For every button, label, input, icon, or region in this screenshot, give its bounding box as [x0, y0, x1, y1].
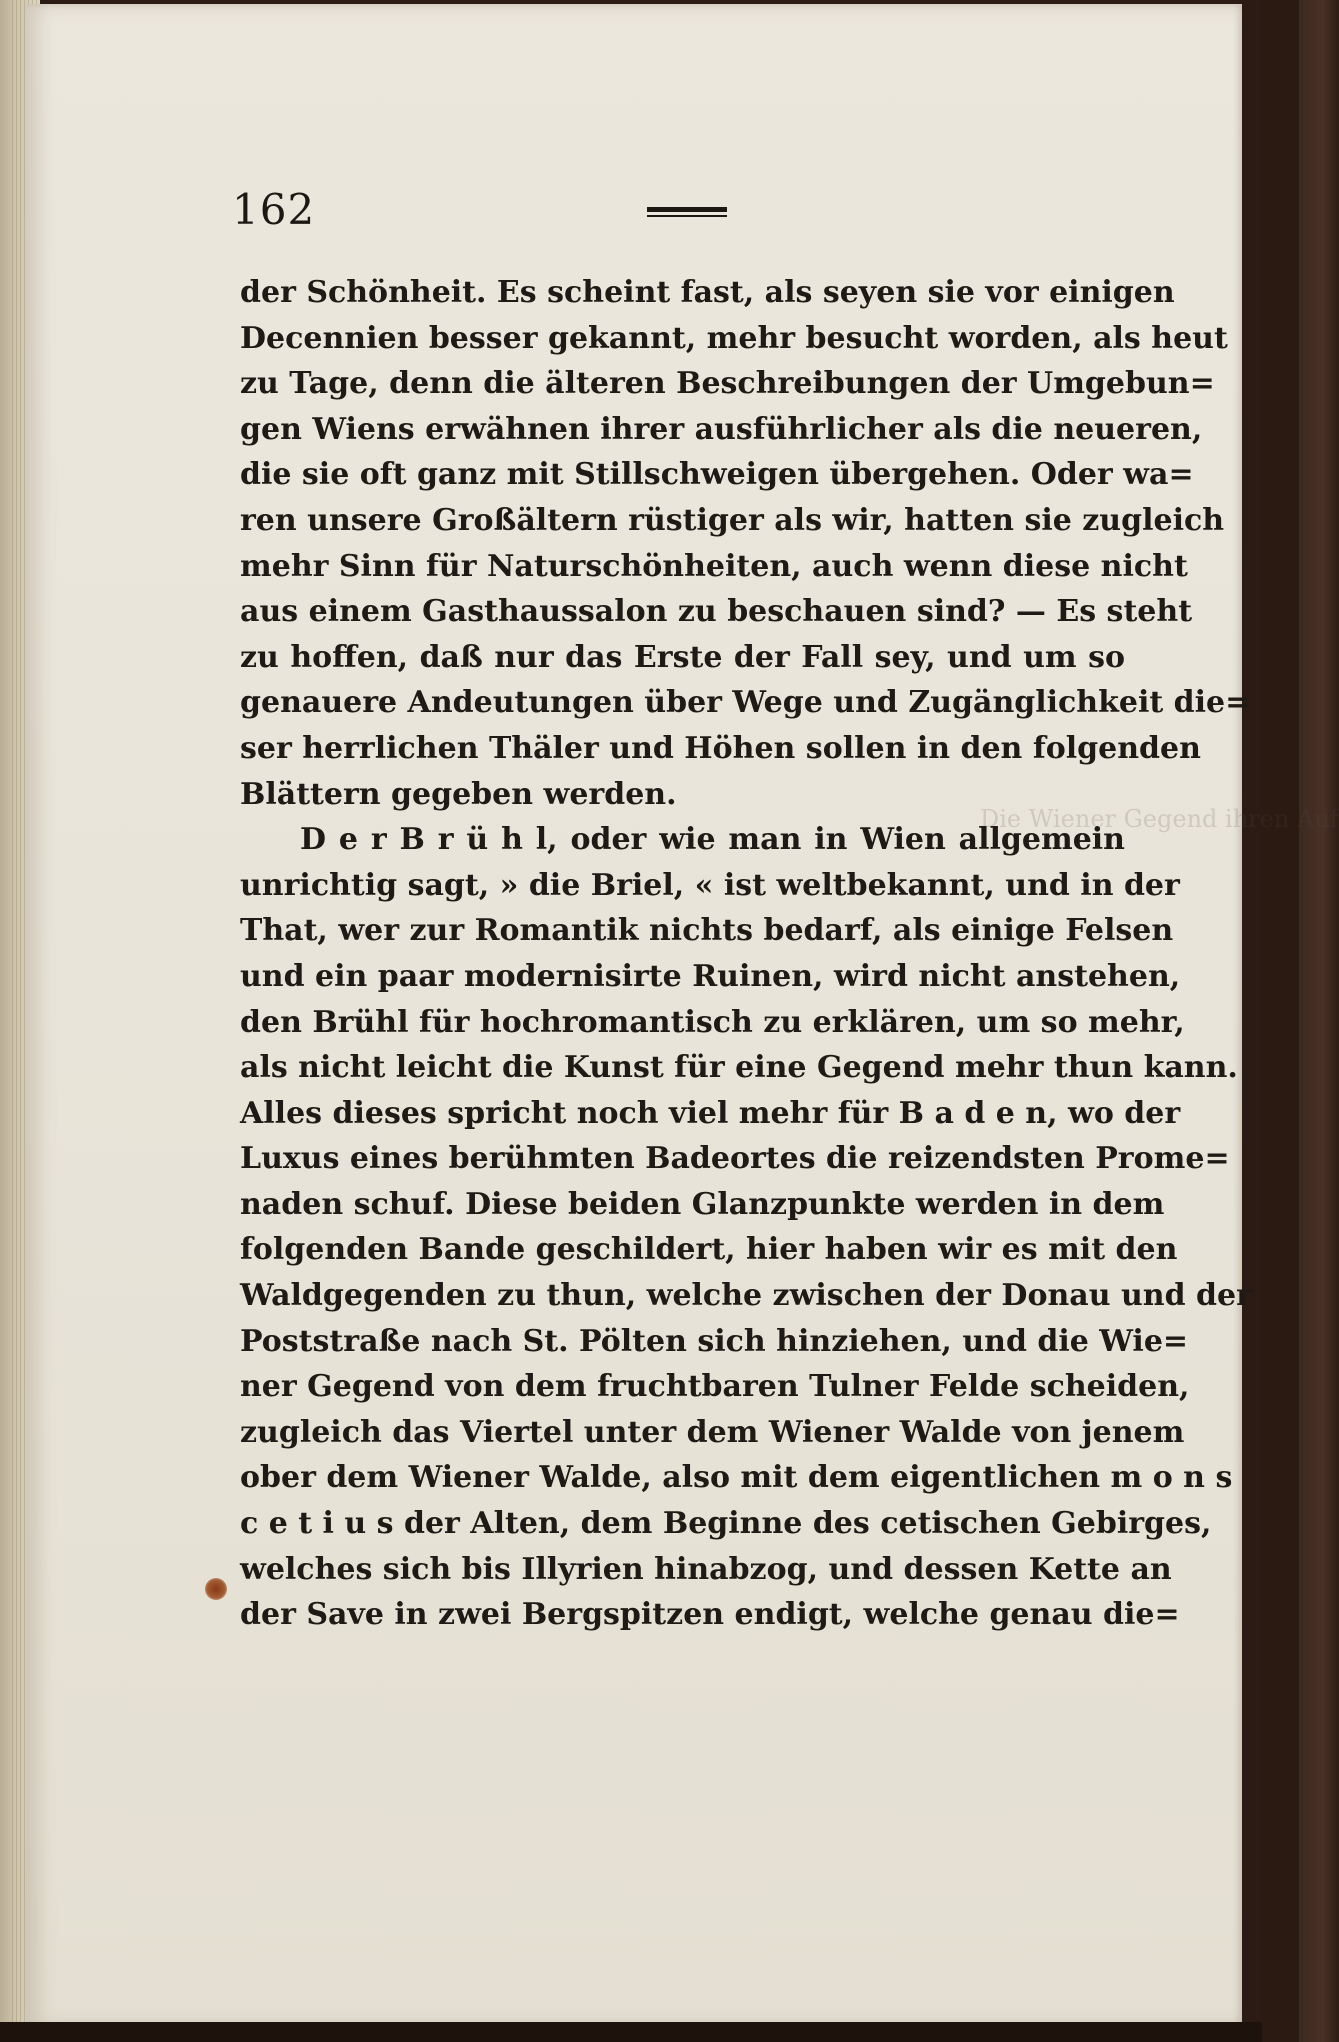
text-line: naden schuf. Diese beiden Glanzpunkte werden in dem [240, 1186, 1165, 1222]
text-line: welches sich bis Illyrien hinabzog, und dessen Kette an [240, 1551, 1172, 1587]
text-line: unrichtig sagt, » die Briel, « ist weltbekannt, und in der [240, 867, 1180, 903]
bottom-edge [0, 2022, 1262, 2042]
text-line: Waldgegenden zu thun, welche zwischen der Donau und der [240, 1278, 1252, 1314]
text-line: D e r B r ü h l, oder wie man in Wien allgemein [300, 822, 1125, 858]
text-line: Decennien besser gekannt, mehr besucht worden, als heut [240, 320, 1228, 356]
text-line: Alles dieses spricht noch viel mehr für B a d e n, wo der [240, 1095, 1181, 1131]
text-line: Blättern gegeben werden. [240, 776, 677, 812]
text-line: That, wer zur Romantik nichts bedarf, als einige Felsen [240, 913, 1174, 949]
text-line: der Schönheit. Es scheint fast, als seyen sie vor einigen [240, 275, 1175, 310]
text-line: der Save in zwei Bergspitzen endigt, welche genau die= [240, 1597, 1180, 1633]
ink-stain [205, 1578, 227, 1600]
text-line: Poststraße nach St. Pölten sich hinziehen, und die Wie= [240, 1323, 1189, 1359]
text-line: aus einem Gasthaussalon zu beschauen sind? — Es steht [240, 594, 1193, 630]
text-line: den Brühl für hochromantisch zu erklären, um so mehr, [240, 1004, 1185, 1040]
text-line: zu Tage, denn die älteren Beschreibungen der Umgebun= [240, 366, 1215, 402]
text-line: mehr Sinn für Naturschönheiten, auch wenn diese nicht [240, 548, 1188, 584]
text-line: genauere Andeutungen über Wege und Zugänglichkeit die= [240, 685, 1251, 721]
text-line: ober dem Wiener Walde, also mit dem eigentlichen m o n s [240, 1460, 1233, 1496]
page-number: 162 [232, 185, 316, 234]
text-line: zugleich das Viertel unter dem Wiener Walde von jenem [240, 1414, 1185, 1450]
page-header [232, 185, 1132, 235]
text-line: Luxus eines berühmten Badeortes die reizendsten Prome= [240, 1141, 1230, 1177]
text-line: ser herrlichen Thäler und Höhen sollen in den folgenden [240, 730, 1201, 766]
bleed-through-text: Die Wiener Gegend ihren Auf [980, 805, 1339, 833]
text-line: folgenden Bande geschildert, hier haben wir es mit den [240, 1232, 1178, 1268]
header-rule-ornament [647, 207, 727, 220]
text-line: die sie oft ganz mit Stillschweigen übergehen. Oder wa= [240, 457, 1194, 493]
text-line: gen Wiens erwähnen ihrer ausführlicher als die neueren, [240, 411, 1203, 447]
text-line: als nicht leicht die Kunst für eine Gegend mehr thun kann. [240, 1050, 1238, 1086]
text-line: zu hoffen, daß nur das Erste der Fall sey, und um so [240, 639, 1125, 675]
text-line: ner Gegend von dem fruchtbaren Tulner Felde scheiden, [240, 1369, 1190, 1405]
book-cover-edge [1299, 0, 1339, 2042]
text-line: ren unsere Großältern rüstiger als wir, hatten sie zugleich [240, 502, 1225, 538]
text-line: und ein paar modernisirte Ruinen, wird nicht anstehen, [240, 958, 1181, 994]
text-line: c e t i u s der Alten, dem Beginne des cetischen Gebirges, [240, 1506, 1212, 1542]
